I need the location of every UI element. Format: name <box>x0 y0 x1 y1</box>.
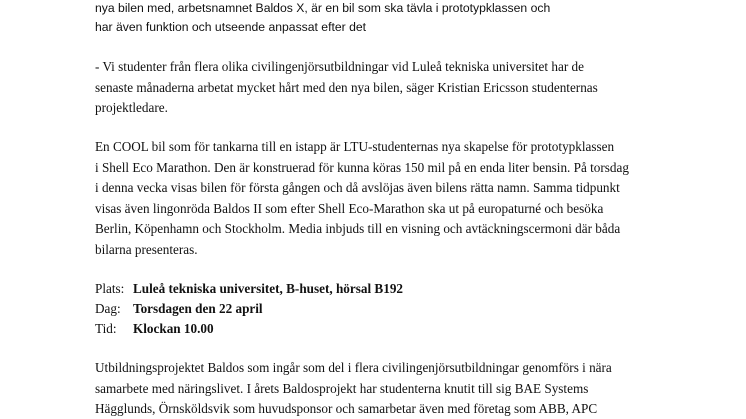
event-day-value: Torsdagen den 22 april <box>133 301 263 316</box>
event-time-row <box>95 322 214 335</box>
event-day-row <box>95 302 263 315</box>
closing-line-3: Hägglunds, Örnsköldsvik som huvudsponsor och samarbetar även med företag som ABB, APC <box>95 401 598 416</box>
event-place-row <box>95 282 403 295</box>
event-time-label: Tid: <box>95 321 117 336</box>
intro-line-1: nya bilen med, arbetsnamnet Baldos X, är en bil som ska tävla i prototypklassen och <box>95 1 551 15</box>
quote-line-1: - Vi studenter från flera olika civilingenjörsutbildningar vid Luleå tekniska universitet har de <box>95 59 584 74</box>
event-time-value: Klockan 10.00 <box>133 321 214 336</box>
body-line-6: bilarna presenteras. <box>95 242 198 257</box>
body-line-2: i Shell Eco Marathon. Den är konstruerad för kunna köras 150 mil på en enda liter bensin. På torsdag <box>95 160 629 175</box>
body-line-5: Berlin, Köpenhamn och Stockholm. Media inbjuds till en visning och avtäckningscermoni där båda <box>95 221 621 236</box>
body-line-1: En COOL bil som för tankarna till en istapp är LTU-studenternas nya skapelse för prototypklassen <box>95 139 615 154</box>
event-place-label: Plats: <box>95 281 125 296</box>
event-day-label: Dag: <box>95 301 121 316</box>
event-place-value: Luleå tekniska universitet, B-huset, hörsal B192 <box>133 281 404 296</box>
body-line-3: i denna vecka visas bilen för första gången och då avslöjas även bilens rätta namn. Samma tidpunkt <box>95 180 620 195</box>
closing-line-1: Utbildningsprojektet Baldos som ingår som del i flera civilingenjörsutbildningar genomförs i nära <box>95 360 612 375</box>
quote-line-3: projektledare. <box>95 100 168 115</box>
closing-line-2: samarbete med näringslivet. I årets Baldosprojekt har studenterna knutit till sig BAE Systems <box>95 381 589 396</box>
body-line-4: visas även lingonröda Baldos II som efter Shell Eco-Marathon ska ut på europaturné och besöka <box>95 201 604 216</box>
quote-line-2: senaste månaderna arbetat mycket hårt med den nya bilen, säger Kristian Ericsson studenternas <box>95 80 598 95</box>
intro-line-2: har även funktion och utseende anpassat efter det <box>95 20 367 34</box>
